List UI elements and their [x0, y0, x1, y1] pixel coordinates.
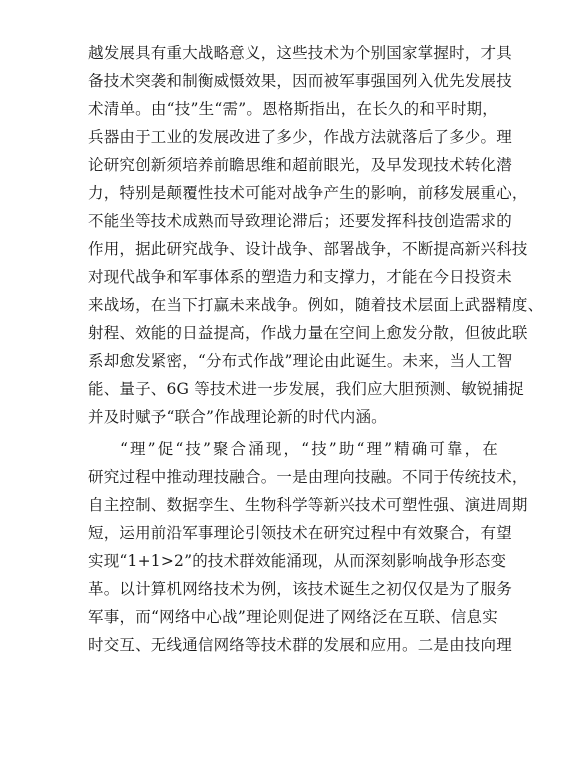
text-line: 实现“1+1>2”的技术群效能涌现，从而深刻影响战争形态变	[88, 552, 507, 570]
text-line: 短，运用前沿军事理论引领技术在研究过程中有效聚合，有望	[88, 524, 512, 542]
text-line: 作用，据此研究战争、设计战争、部署战争，不断提高新兴科技	[88, 240, 528, 258]
text-line: 射程、效能的日益提高，作战力量在空间上愈发分散，但彼此联	[88, 324, 528, 342]
text-line: 对现代战争和军事体系的塑造力和支撑力，才能在今日投资未	[88, 268, 512, 286]
text-line: 自主控制、数据孪生、生物科学等新兴技术可塑性强、演进周期	[88, 496, 528, 514]
text-line: 来战场，在当下打赢未来战争。例如，随着技术层面上武器精度、	[88, 296, 544, 314]
text-line: 研究过程中推动理技融合。一是由理向技融。不同于传统技术，	[88, 468, 528, 486]
text-line: 能、量子、6G 等技术进一步发展，我们应大胆预测、敏锐捕捉	[88, 380, 524, 398]
text-line: 论研究创新须培养前瞻思维和超前眼光，及早发现技术转化潜	[88, 156, 512, 174]
text-line: 不能坐等技术成熟而导致理论滞后；还要发挥科技创造需求的	[88, 212, 512, 230]
text-line: 备技术突袭和制衡威慑效果，因而被军事强国列入优先发展技	[88, 72, 512, 90]
text-line: 军事，而“网络中心战”理论则促进了网络泛在互联、信息实	[88, 608, 498, 626]
text-line: 时交互、无线通信网络等技术群的发展和应用。二是由技向理	[88, 636, 512, 654]
paragraph-first-line: “理”促“技”聚合涌现，“技”助“理”精确可靠，在	[120, 440, 498, 458]
text-line: 力，特别是颠覆性技术可能对战争产生的影响，前移发展重心，	[88, 184, 528, 202]
text-line: 兵器由于工业的发展改进了多少，作战方法就落后了多少。理	[88, 128, 512, 146]
text-line: 系却愈发紧密，“分布式作战”理论由此诞生。未来，当人工智	[88, 352, 513, 370]
text-line: 革。以计算机网络技术为例，该技术诞生之初仅仅是为了服务	[88, 580, 512, 598]
text-line: 术清单。由“技”生“需”。恩格斯指出，在长久的和平时期，	[88, 100, 498, 118]
text-line: 越发展具有重大战略意义，这些技术为个别国家掌握时，才具	[88, 44, 512, 62]
paragraph-last-line: 并及时赋予“联合”作战理论新的时代内涵。	[88, 408, 387, 426]
